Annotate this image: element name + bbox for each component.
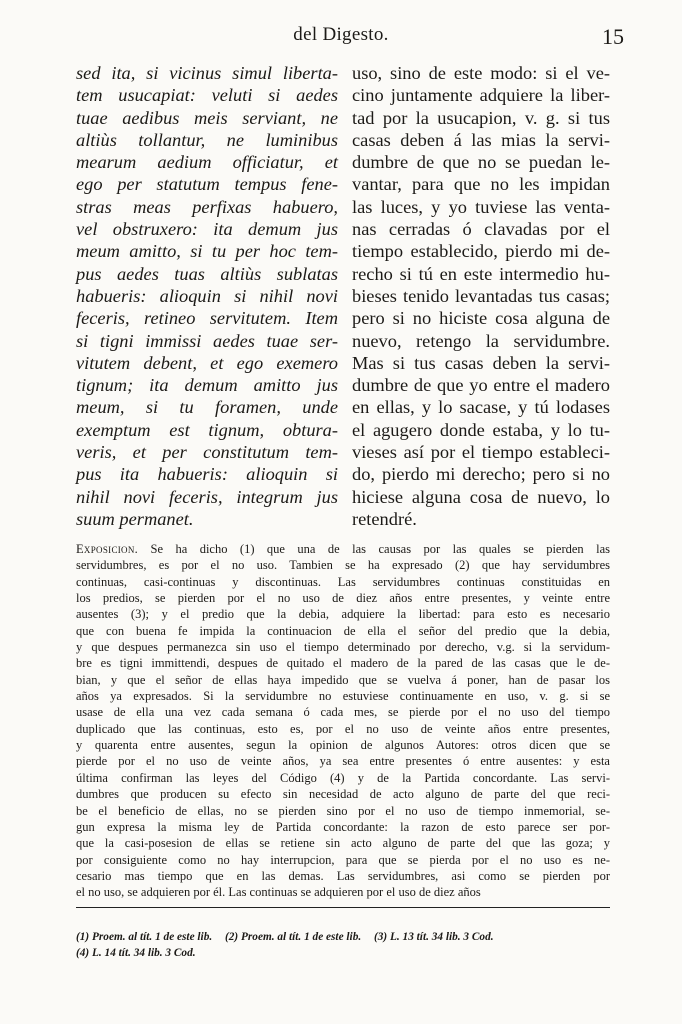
page-number: 15 — [602, 24, 624, 49]
latin-line: vitutem debent, et ego exemero — [76, 352, 338, 373]
latin-line: meum amitto, si tu per hoc tem- — [76, 241, 338, 262]
latin-line: sed ita, si vicinus simul liberta- — [76, 63, 338, 83]
commentary-line: por consiguiente como no hay interrupcion, para que se pierda por el no uso es ne- — [76, 852, 610, 867]
latin-line: pus ita habueris: alioquin si — [76, 464, 338, 485]
latin-line: si tigni immissi aedes tuae ser- — [76, 330, 338, 351]
footnotes — [76, 930, 610, 961]
footnote-line — [76, 946, 610, 962]
running-title: del Digesto. — [293, 24, 389, 45]
spanish-line: vieses así por el tiempo estableci- — [352, 442, 610, 463]
commentary-line: pierde por el no uso de veinte años, ya sea entre presentes ó entre ausentes: y esta — [76, 754, 610, 769]
commentary-line: y quarenta entre ausentes, segun la opinion de algunos Autores: otros dicen que se — [76, 738, 610, 753]
spanish-line: uso, sino de este modo: si el ve- — [352, 63, 610, 83]
footnote-divider — [76, 907, 610, 908]
commentary-line: el no uso, se adquieren por él. Las continuas se adquieren por el uso de diez años — [76, 885, 481, 900]
spanish-line: pero si no hiciste cosa alguna de — [352, 308, 610, 329]
latin-line: nihil novi feceris, integrum jus — [76, 486, 338, 507]
spanish-line: casas deben á las mias la servi- — [352, 129, 610, 150]
spanish-line: dumbre de que no se puedan le- — [352, 152, 610, 173]
commentary-line: continuas, casi-continuas y discontinuas. Las servidumbres continuas constituidas en — [76, 574, 610, 589]
commentary-line: última confirman las leyes del Código (4) y de la Partida concordante. Las servi- — [76, 770, 610, 785]
commentary-line: que la casi-posesion de ellas se retiene sin acto alguno de parte del que las goza; y — [76, 836, 610, 851]
commentary-line: usase de ella una vez cada semana ó cada mes, se pierde por el no uso del tiempo — [76, 705, 610, 720]
latin-line: meum, si tu foramen, unde — [76, 397, 338, 418]
spanish-line: retendré. — [352, 508, 417, 529]
spanish-line: do, pierdo mi derecho; pero si no — [352, 464, 610, 485]
spanish-line: nas cerradas ó clavadas por el — [352, 219, 610, 240]
latin-line: pus aedes tuas altiùs sublatas — [76, 263, 338, 284]
commentary-line: bre es tigni immittendi, despues de quitado el madero de la pared de las casas que le de- — [76, 656, 610, 671]
commentary-line: ausentes (3); y el predio que la debia, adquiere la libertad: para esto es necesario — [76, 607, 610, 622]
running-head — [0, 24, 682, 54]
latin-line: vel obstruxero: ita demum jus — [76, 219, 338, 240]
spanish-line: tiempo establecido, pierdo mi de- — [352, 241, 610, 262]
commentary-block — [76, 541, 610, 901]
latin-line: veris, et per constitutum tem- — [76, 442, 338, 463]
latin-line: exemptum est tignum, obtura- — [76, 419, 338, 440]
commentary-line: los predios, se pierden por el no uso de diez años entre presentes, y veinte entre — [76, 591, 610, 606]
commentary-heading: Exposicion. — [76, 542, 139, 556]
spanish-line: cino juntamente adquiere la liber- — [352, 85, 610, 106]
footnote-3: (3) L. 13 tít. 34 lib. 3 Cod. — [374, 931, 494, 943]
latin-line: stras meas perfixas habuero, — [76, 196, 338, 217]
latin-line: tem usucapiat: veluti si aedes — [76, 85, 338, 106]
latin-line: habueris: alioquin si nihil novi — [76, 285, 338, 306]
commentary-line: años ya expresados. Si la servidumbre no estuviese continuamente en uso, v. g. si se — [76, 689, 610, 704]
footnote-2: (2) Proem. al tít. 1 de este lib. — [225, 931, 362, 943]
commentary-line: gun expresa la misma ley de Partida concordante: la razon de esto parece ser por- — [76, 819, 610, 834]
latin-line: feceris, retineo servitutem. Item — [76, 308, 338, 329]
spanish-line: en ellas, y lo sacase, y tú lodases — [352, 397, 610, 418]
footnote-4: (4) L. 14 tít. 34 lib. 3 Cod. — [76, 946, 196, 959]
commentary-first-line-text: Se ha dicho (1) que una de las causas por las quales se pierden las — [138, 542, 610, 556]
latin-line: mearum aedium officiatur, et — [76, 152, 338, 173]
spanish-line: dumbre de que yo entre el madero — [352, 375, 610, 396]
spanish-line: vantar, para que no les impidan — [352, 174, 610, 195]
latin-line: tuae aedibus meis serviant, ne — [76, 107, 338, 128]
spanish-line: bieses tenido levantadas tus casas; — [352, 285, 610, 306]
commentary-line: y que despues permanezca sin uso el tiempo determinado por derecho, v.g. si la servidum- — [76, 640, 610, 655]
spanish-line: recho si tú en este intermedio hu- — [352, 263, 610, 284]
commentary-line: que con buena fe impida la continuacion de ella el señor del predio que la debia, — [76, 623, 610, 638]
spanish-line: nuevo, retengo la servidumbre. — [352, 330, 610, 351]
latin-text-column — [76, 62, 338, 530]
footnote-1: (1) Proem. al tít. 1 de este lib. — [76, 931, 213, 943]
spanish-line: tad por la usucapion, v. g. si tus — [352, 107, 610, 128]
commentary-line: cesario mas tiempo que en las demas. Las servidumbres, asi como se pierden por — [76, 868, 610, 883]
spanish-text-column — [352, 62, 610, 530]
latin-line: altiùs tollantur, ne luminibus — [76, 129, 338, 150]
spanish-line: las luces, y yo tuviese las venta- — [352, 196, 610, 217]
commentary-line — [76, 541, 610, 557]
spanish-line: el agugero donde estaba, y lo tu- — [352, 419, 610, 440]
commentary-line: bian, y que el señor de ellas haya impedido que se vuelva á poner, han de pasar los — [76, 672, 610, 687]
commentary-line: dumbres que producen su efecto sin necesidad de acto alguno de parte del que reci- — [76, 787, 610, 802]
commentary-line: be el beneficio de ellas, no se pierden sino por el no uso de tiempo inmemorial, se- — [76, 803, 610, 818]
footnote-line — [76, 930, 610, 946]
latin-line: suum permanet. — [76, 508, 194, 529]
spanish-line: Mas si tus casas deben la servi- — [352, 352, 610, 373]
latin-line: tignum; ita demum amitto jus — [76, 375, 338, 396]
commentary-line: servidumbres, es por el no uso. Tambien se ha expresado (2) que hay servidumbres — [76, 558, 610, 573]
commentary-line: duplicado que las continuas, esto es, por el no uso de veinte años entre presentes, — [76, 721, 610, 736]
latin-line: ego per statutum tempus fene- — [76, 174, 338, 195]
spanish-line: hiciese alguna cosa de nuevo, lo — [352, 486, 610, 507]
